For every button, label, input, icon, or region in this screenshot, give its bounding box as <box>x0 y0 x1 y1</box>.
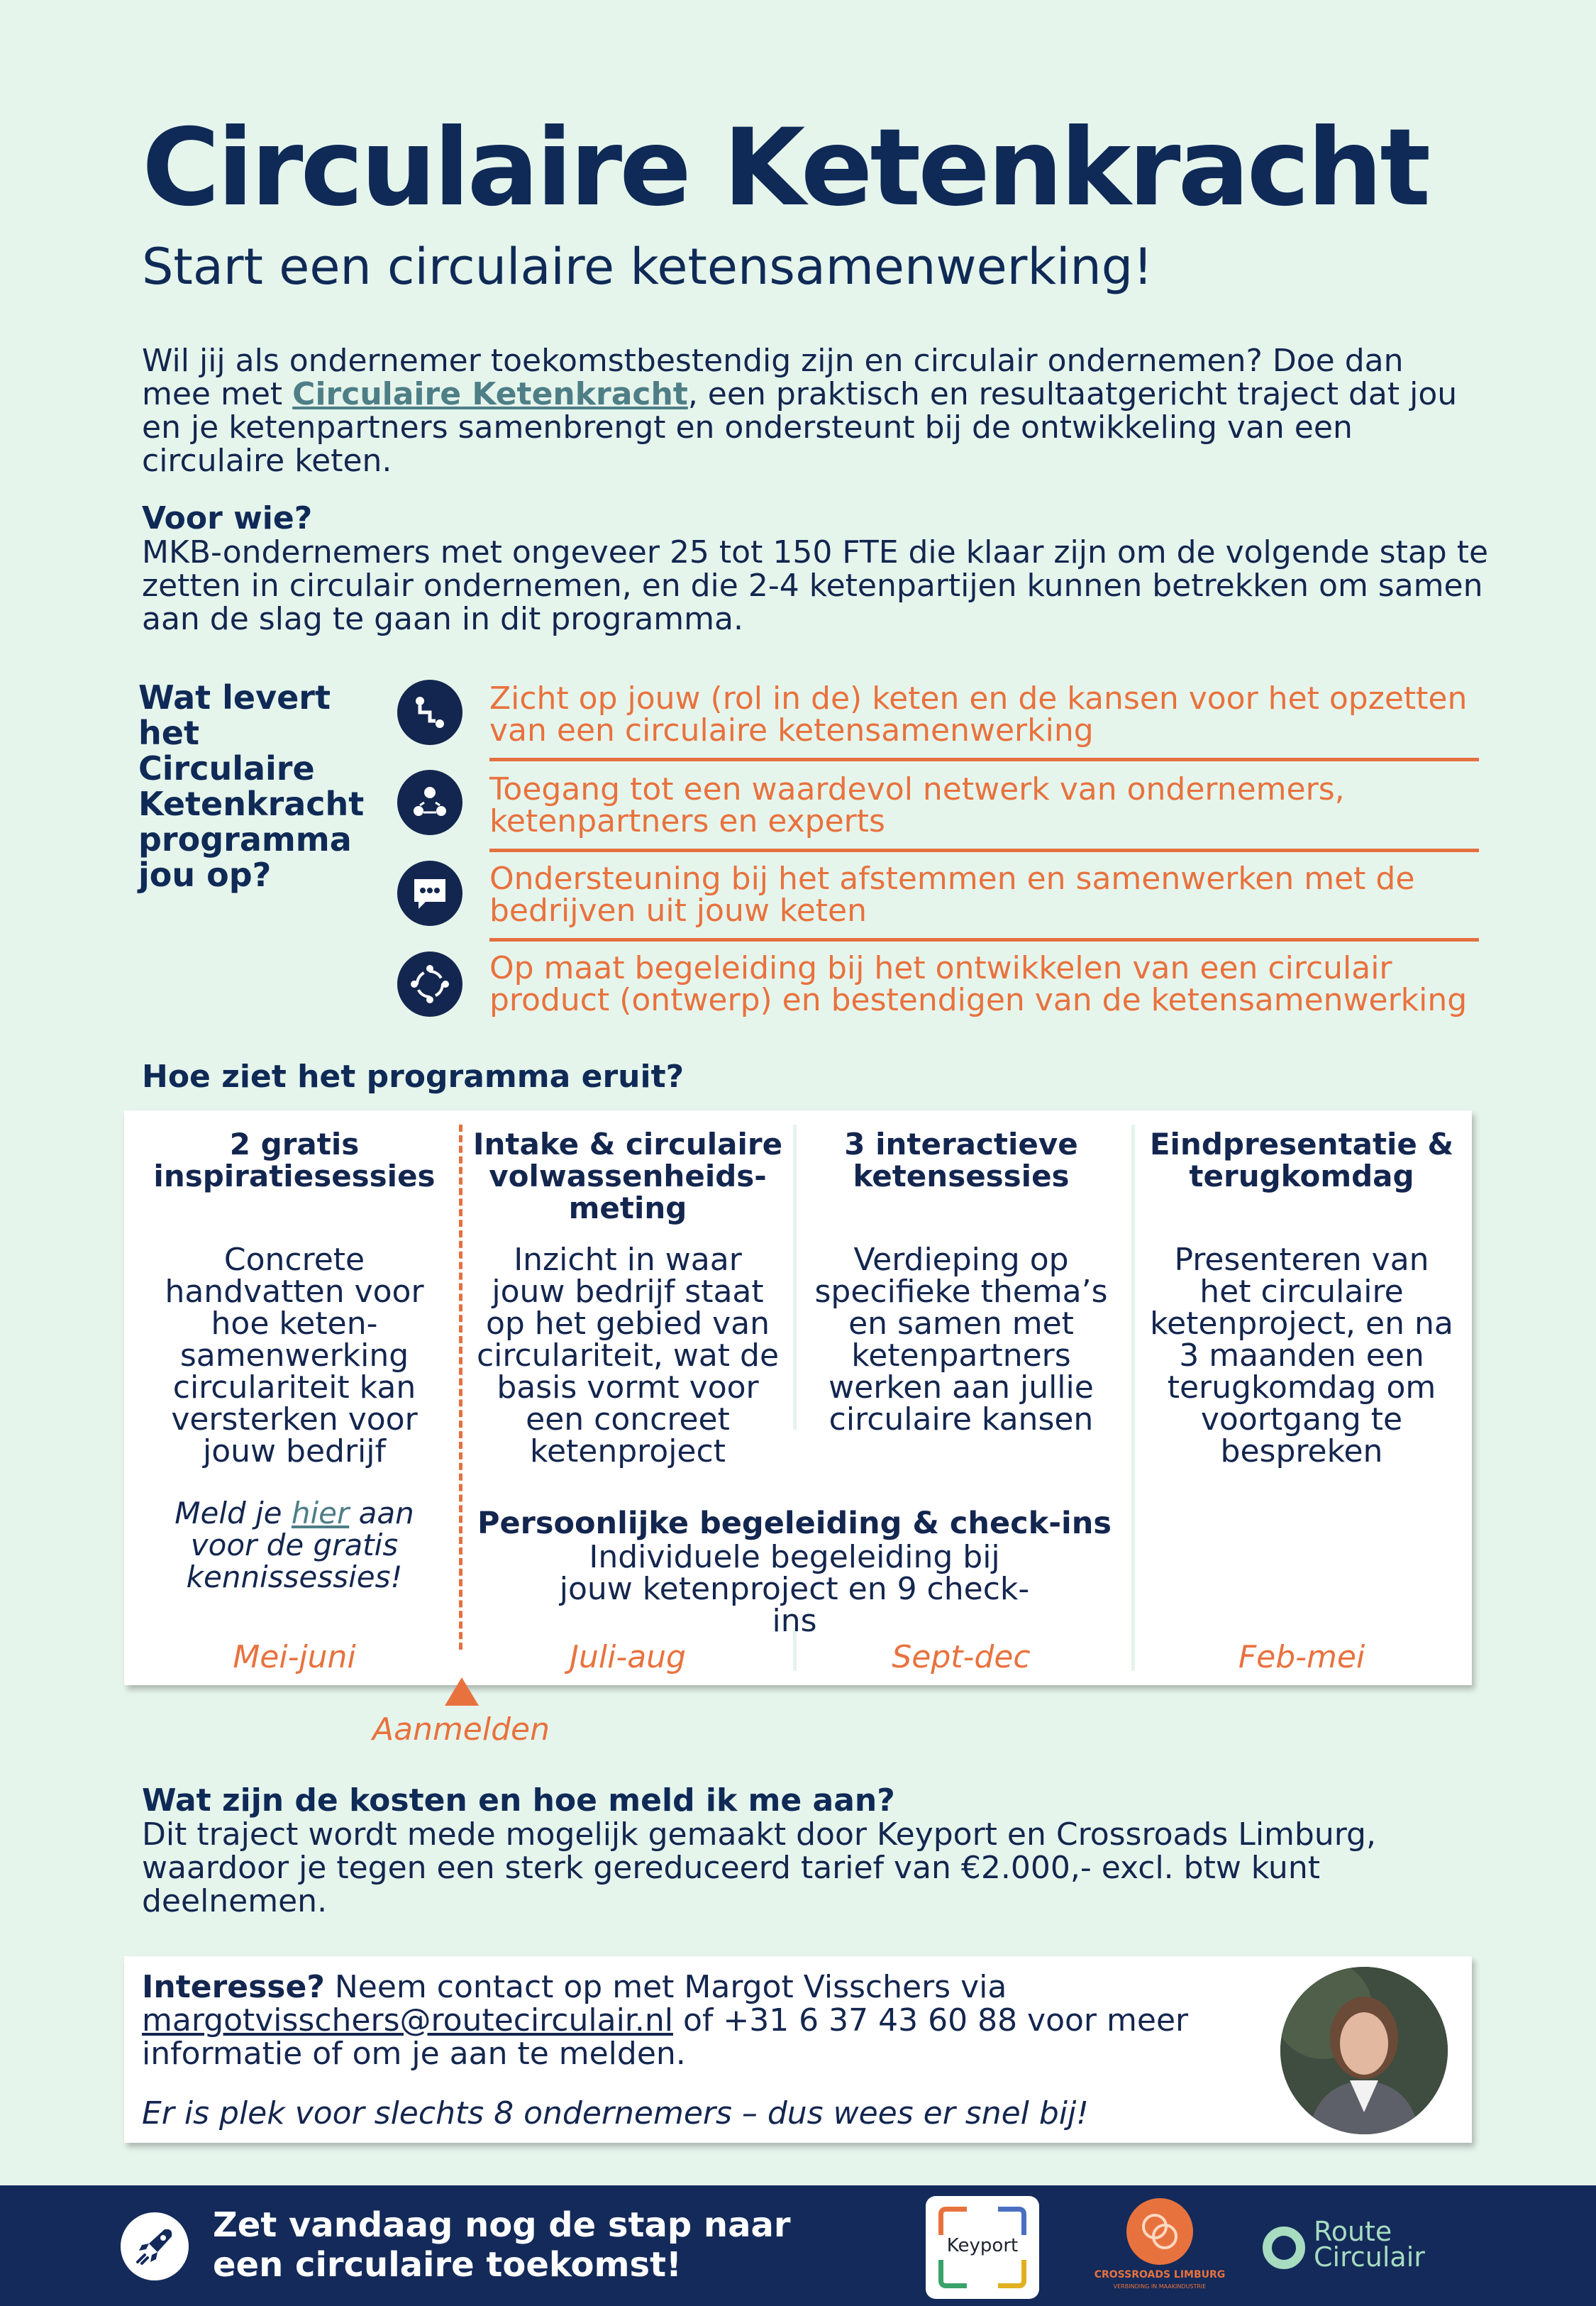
guidance-text: Individuele begeleiding bij jouw ketenproject en 9 check-ins <box>559 1539 1030 1639</box>
crossroads-logo <box>1092 2198 1227 2297</box>
crossroads-emblem <box>1126 2198 1193 2265</box>
program-link[interactable]: Circulaire Ketenkracht <box>292 376 688 412</box>
benefit-item-1: Zicht op jouw (rol in de) keten en de kansen voor het opzetten van een circulaire ketensamenwerking <box>489 680 1468 749</box>
keyport-corner <box>938 2260 967 2288</box>
program-heading: Hoe ziet het programma eruit? <box>142 1059 685 1095</box>
rocket-icon <box>121 2212 189 2280</box>
cta-after: aan voor de gratis kennissessies! <box>186 1496 414 1594</box>
cycle-icon <box>397 951 462 1017</box>
footer-slogan <box>213 2205 851 2285</box>
benefit-divider <box>489 758 1479 761</box>
route-circulair-logo <box>1263 2214 1447 2278</box>
contact-card <box>124 1956 1472 2143</box>
target-heading: Voor wie? <box>142 500 313 536</box>
crossroads-logo-text: CROSSROADS LIMBURG <box>1094 2269 1226 2280</box>
column-text-4: Presenteren van het circulaire ketenproject, en na 3 maanden een terugkomdag om voortgang te bespreken <box>1150 1242 1453 1469</box>
route-logo-line1: Route <box>1314 2216 1392 2247</box>
intro-paragraph <box>142 344 1461 478</box>
chat-icon <box>397 861 462 926</box>
signup-arrow-icon <box>445 1677 479 1706</box>
keyport-corner <box>998 2207 1026 2235</box>
keyport-logo-text: Keyport <box>946 2235 1019 2256</box>
contact-after: of +31 6 37 43 60 88 voor meer informatie of om je aan te melden. <box>142 2002 1189 2072</box>
page-subtitle: Start een circulaire ketensamenwerking! <box>142 238 1153 296</box>
route-icon <box>397 680 462 745</box>
column-separator <box>793 1125 797 1430</box>
footer-banner <box>0 2185 1596 2306</box>
footer-slogan-line2: een circulaire toekomst! <box>213 2245 682 2285</box>
benefits-heading: Wat levert het Circulaire Ketenkracht programma jou op? <box>138 678 365 894</box>
benefit-divider <box>489 938 1479 942</box>
route-circulair-emblem <box>1263 2227 1305 2269</box>
column-title-4: Eindpresentatie & terugkomdag <box>1149 1127 1454 1193</box>
contact-photo <box>1280 1967 1448 2134</box>
target-text: MKB-ondernemers met ongeveer 25 tot 150 FTE die klaar zijn om de volgende stap te zetten in circulair ondernemen, en die 2-4 ketenpartijen kunnen betrekken om samen aan de slag te gaan in dit programma. <box>142 534 1489 637</box>
program-timeline-card <box>124 1110 1472 1685</box>
column-period-3: Sept-dec <box>892 1639 1031 1675</box>
column-text-3: Verdieping op specifieke thema’s en samen met ketenpartners werken aan jullie circulaire kansen <box>814 1242 1108 1438</box>
crossroads-tagline: VERBINDING IN MAAKINDUSTRIE <box>1113 2283 1207 2290</box>
column-period-4: Feb-mei <box>1238 1639 1365 1675</box>
column-period-2: Juli-aug <box>570 1639 686 1675</box>
intro-text-before: Wil jij als ondernemer toekomstbestendig zijn en circulair ondernemen? Doe dan mee met <box>142 343 1404 412</box>
benefit-divider <box>489 849 1479 852</box>
column-title-3: 3 interactieve ketensessies <box>844 1127 1078 1193</box>
contact-email-link[interactable]: margotvisschers@routecirculair.nl <box>142 2002 673 2039</box>
signup-cta <box>145 1497 443 1593</box>
guidance-title: Persoonlijke begeleiding & check-ins <box>477 1506 1112 1541</box>
column-title-2: Intake & circulaire volwassenheids-meting <box>472 1127 783 1225</box>
signup-link[interactable]: hier <box>291 1496 350 1530</box>
network-icon <box>397 770 462 835</box>
footer-slogan-line1: Zet vandaag nog de stap naar <box>213 2205 791 2245</box>
contact-note: Er is plek voor slechts 8 ondernemers – dus wees er snel bij! <box>142 2095 1089 2131</box>
column-title-1: 2 gratis inspiratiesessies <box>153 1127 436 1193</box>
keyport-corner <box>938 2207 967 2235</box>
signup-marker-label: Aanmelden <box>372 1711 550 1748</box>
signup-dashed-line <box>459 1125 462 1650</box>
column-period-1: Mei-juni <box>233 1639 356 1675</box>
benefit-item-3: Ondersteuning bij het afstemmen en samenwerken met de bedrijven uit jouw keten <box>489 861 1415 929</box>
cta-before: Meld je <box>174 1496 292 1530</box>
intro-text-after: , een praktisch en resultaatgericht traject dat jou en je ketenpartners samenbrengt en ondersteunt bij de ontwikkeling van een circulaire keten. <box>142 376 1458 479</box>
costs-text: Dit traject wordt mede mogelijk gemaakt door Keyport en Crossroads Limburg, waardoor je tegen een sterk gereduceerd tarief van €2.000,- excl. btw kunt deelnemen. <box>142 1816 1376 1919</box>
benefit-item-4: Op maat begeleiding bij het ontwikkelen van een circulair product (ontwerp) en bestendigen van de ketensamenwerking <box>489 950 1468 1018</box>
contact-lead: Interesse? <box>142 1969 325 2005</box>
route-logo-line2: Circulair <box>1314 2241 1425 2273</box>
contact-text <box>142 1970 1248 2070</box>
column-text-1: Concrete handvatten voor hoe keten-samenwerking circulariteit kan versterken voor jouw bedrijf <box>165 1242 424 1469</box>
page-title: Circulaire Ketenkracht <box>142 106 1429 230</box>
benefit-item-2: Toegang tot een waardevol netwerk van ondernemers, ketenpartners en experts <box>489 771 1345 839</box>
column-text-2: Inzicht in waar jouw bedrijf staat op het gebied van circulariteit, wat de basis vormt voor een concreet ketenproject <box>476 1242 780 1469</box>
keyport-corner <box>998 2260 1026 2288</box>
keyport-logo <box>926 2196 1039 2299</box>
contact-before: Neem contact op met Margot Visschers via <box>324 1969 1007 2005</box>
column-separator <box>1131 1125 1135 1671</box>
costs-heading: Wat zijn de kosten en hoe meld ik me aan? <box>142 1782 895 1819</box>
